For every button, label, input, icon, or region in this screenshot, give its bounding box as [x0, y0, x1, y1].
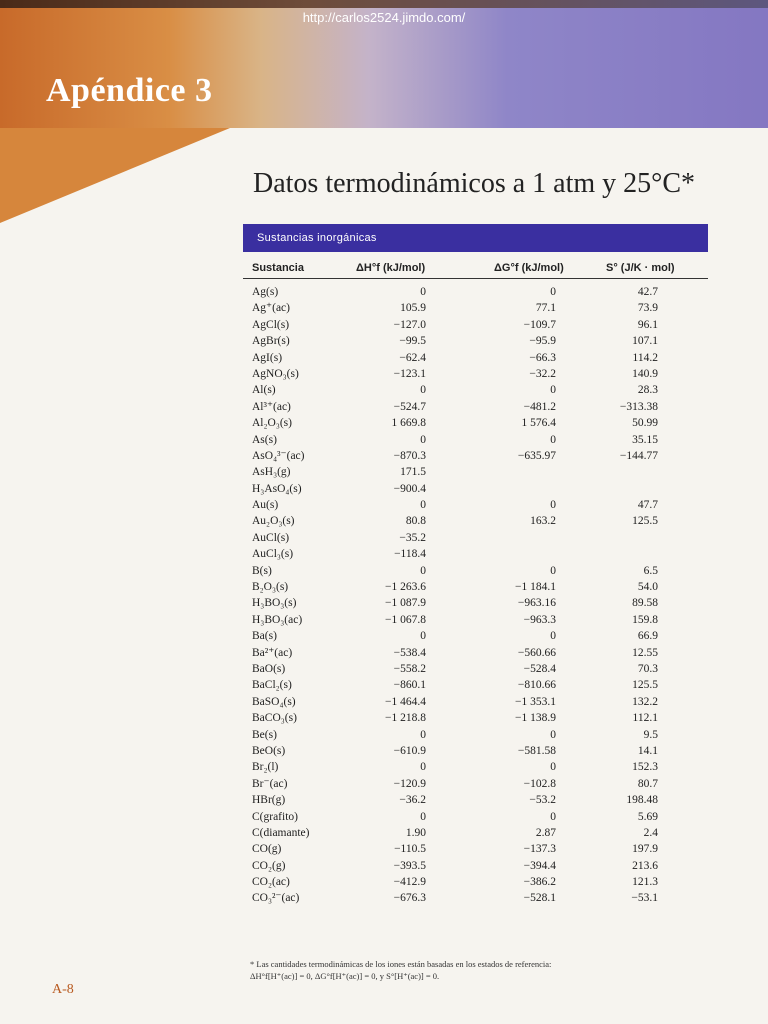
substance-cell: C(grafito) [252, 810, 298, 823]
entropy-cell: 140.9 [632, 367, 658, 380]
entropy-cell: 9.5 [643, 728, 658, 741]
entropy-cell: 112.1 [632, 712, 658, 725]
banner-wedge-decoration [0, 128, 230, 223]
enthalpy-cell: −35.2 [399, 531, 426, 544]
table-row [0, 530, 768, 546]
gibbs-cell: −1 184.1 [515, 581, 556, 594]
column-header-substance: Sustancia [252, 262, 304, 274]
substance-cell: BaO(s) [252, 662, 286, 675]
banner-top-strip [0, 0, 768, 8]
enthalpy-cell: −62.4 [399, 351, 426, 364]
entropy-cell: 89.58 [632, 597, 658, 610]
table-row [0, 579, 768, 595]
table-row [0, 300, 768, 316]
enthalpy-cell: −524.7 [393, 400, 426, 413]
substance-cell: Al₂O₃(s) [252, 417, 292, 430]
enthalpy-cell: −610.9 [393, 744, 426, 757]
substance-cell: H₃BO₃(s) [252, 597, 297, 610]
enthalpy-cell: −99.5 [399, 335, 426, 348]
gibbs-cell: −102.8 [523, 777, 556, 790]
header-rule [243, 278, 708, 279]
page-title: Datos termodinámicos a 1 atm y 25°C* [253, 168, 696, 199]
enthalpy-cell: 1.90 [405, 826, 426, 839]
table-row [0, 661, 768, 677]
gibbs-cell: 163.2 [530, 515, 556, 528]
entropy-cell: 28.3 [637, 384, 658, 397]
substance-cell: B(s) [252, 564, 272, 577]
column-header-gibbs: ΔG°f (kJ/mol) [494, 262, 564, 274]
enthalpy-cell: −558.2 [393, 662, 426, 675]
entropy-cell: 73.9 [637, 302, 658, 315]
enthalpy-cell: 105.9 [400, 302, 426, 315]
enthalpy-cell: −860.1 [393, 679, 426, 692]
gibbs-cell: −810.66 [517, 679, 556, 692]
entropy-cell: 35.15 [632, 433, 658, 446]
table-row [0, 497, 768, 513]
entropy-cell: 125.5 [632, 515, 658, 528]
table-row [0, 645, 768, 661]
gibbs-cell: −528.4 [523, 662, 556, 675]
substance-cell: C(diamante) [252, 826, 310, 839]
substance-cell: Ag(s) [252, 286, 279, 298]
substance-cell: BeO(s) [252, 744, 286, 757]
enthalpy-cell: −36.2 [399, 794, 426, 807]
gibbs-cell: −137.3 [523, 843, 556, 856]
gibbs-cell: 77.1 [535, 302, 556, 315]
substance-cell: AsH₃(g) [252, 466, 291, 479]
table-row [0, 809, 768, 825]
table-row [0, 874, 768, 890]
gibbs-cell: 0 [550, 499, 556, 512]
enthalpy-cell: 0 [420, 286, 426, 298]
gibbs-cell: 2.87 [535, 826, 556, 839]
enthalpy-cell: −123.1 [393, 367, 426, 380]
page-number: A-8 [52, 982, 74, 997]
substance-cell: B₂O₃(s) [252, 581, 289, 594]
entropy-cell: −53.1 [631, 892, 658, 905]
enthalpy-cell: −1 263.6 [385, 581, 426, 594]
source-url[interactable]: http://carlos2524.jimdo.com/ [302, 10, 466, 25]
column-header-entropy: S° (J/K · mol) [606, 262, 675, 274]
entropy-cell: 42.7 [637, 286, 658, 298]
table-row [0, 317, 768, 333]
enthalpy-cell: −127.0 [393, 318, 426, 331]
table-row [0, 759, 768, 775]
table-row [0, 350, 768, 366]
gibbs-cell: 0 [550, 384, 556, 397]
table-row [0, 563, 768, 579]
table-row [0, 546, 768, 562]
gibbs-cell: −963.3 [523, 613, 556, 626]
substance-cell: BaCO₃(s) [252, 712, 297, 725]
enthalpy-cell: −118.4 [394, 548, 426, 561]
entropy-cell: 66.9 [637, 630, 658, 643]
entropy-cell: 80.7 [637, 777, 658, 790]
substance-cell: AuCl(s) [252, 531, 290, 544]
entropy-cell: 12.55 [632, 646, 658, 659]
enthalpy-cell: −870.3 [393, 449, 426, 462]
substance-cell: CO₃²⁻(ac) [252, 892, 300, 905]
gibbs-cell: 0 [550, 433, 556, 446]
gibbs-cell: 0 [550, 761, 556, 774]
substance-cell: Ba(s) [252, 630, 277, 643]
enthalpy-cell: −1 218.8 [385, 712, 426, 725]
gibbs-cell: 0 [550, 564, 556, 577]
gibbs-cell: 1 576.4 [521, 417, 556, 430]
table-row [0, 333, 768, 349]
entropy-cell: 70.3 [637, 662, 658, 675]
entropy-cell: 54.0 [637, 581, 658, 594]
entropy-cell: 159.8 [632, 613, 658, 626]
enthalpy-cell: 0 [420, 728, 426, 741]
substance-cell: As(s) [252, 433, 277, 446]
entropy-cell: 5.69 [637, 810, 658, 823]
table-row [0, 612, 768, 628]
substance-cell: AgBr(s) [252, 335, 290, 348]
gibbs-cell: −1 353.1 [515, 695, 556, 708]
entropy-cell: −144.77 [619, 449, 658, 462]
enthalpy-cell: 0 [420, 761, 426, 774]
enthalpy-cell: −1 464.4 [385, 695, 426, 708]
entropy-cell: 114.2 [632, 351, 658, 364]
substance-cell: Au₂O₃(s) [252, 515, 295, 528]
entropy-cell: 125.5 [632, 679, 658, 692]
enthalpy-cell: 80.8 [405, 515, 426, 528]
gibbs-cell: −109.7 [523, 318, 556, 331]
substance-cell: Br₂(l) [252, 761, 279, 774]
entropy-cell: 107.1 [632, 335, 658, 348]
enthalpy-cell: −110.5 [394, 843, 426, 856]
entropy-cell: 121.3 [632, 876, 658, 889]
table-row [0, 677, 768, 693]
gibbs-cell: −528.1 [523, 892, 556, 905]
gibbs-cell: −386.2 [523, 876, 556, 889]
gibbs-cell: −581.58 [517, 744, 556, 757]
table-row [0, 284, 768, 300]
substance-cell: Al(s) [252, 384, 276, 397]
footnote [250, 958, 680, 982]
gibbs-cell: −394.4 [523, 859, 556, 872]
enthalpy-cell: 0 [420, 564, 426, 577]
enthalpy-cell: 0 [420, 499, 426, 512]
table-row [0, 628, 768, 644]
column-header-enthalpy: ΔH°f (kJ/mol) [356, 262, 426, 274]
entropy-cell: 213.6 [632, 859, 658, 872]
table-row [0, 382, 768, 398]
enthalpy-cell: −393.5 [393, 859, 426, 872]
gibbs-cell: −53.2 [529, 794, 556, 807]
enthalpy-cell: −538.4 [393, 646, 426, 659]
gibbs-cell: −560.66 [517, 646, 556, 659]
entropy-cell: 50.99 [632, 417, 658, 430]
substance-cell: AgNO₃(s) [252, 367, 299, 380]
enthalpy-cell: 0 [420, 433, 426, 446]
entropy-cell: 96.1 [637, 318, 658, 331]
table-row [0, 513, 768, 529]
table-row [0, 710, 768, 726]
thermo-data-table [0, 284, 768, 907]
gibbs-cell: 0 [550, 286, 556, 298]
entropy-cell: 198.48 [626, 794, 658, 807]
entropy-cell: 152.3 [632, 761, 658, 774]
enthalpy-cell: −900.4 [393, 482, 426, 495]
entropy-cell: 14.1 [637, 744, 658, 757]
table-row [0, 743, 768, 759]
entropy-cell: 2.4 [643, 826, 658, 839]
substance-cell: AgI(s) [252, 351, 283, 364]
table-row [0, 727, 768, 743]
gibbs-cell: 0 [550, 810, 556, 823]
table-row [0, 448, 768, 464]
substance-cell: Au(s) [252, 499, 279, 512]
substance-cell: H₃BO₃(ac) [252, 613, 303, 626]
substance-cell: Al³⁺(ac) [252, 400, 291, 413]
substance-cell: Be(s) [252, 728, 277, 741]
substance-cell: AgCl(s) [252, 318, 290, 331]
enthalpy-cell: 171.5 [400, 466, 426, 479]
gibbs-cell: 0 [550, 630, 556, 643]
table-row [0, 825, 768, 841]
substance-cell: Ba²⁺(ac) [252, 646, 293, 659]
gibbs-cell: −635.97 [517, 449, 556, 462]
table-row [0, 595, 768, 611]
enthalpy-cell: −1 067.8 [385, 613, 426, 626]
table-row [0, 890, 768, 906]
enthalpy-cell: −676.3 [393, 892, 426, 905]
substance-cell: CO₂(g) [252, 859, 286, 872]
gibbs-cell: −66.3 [529, 351, 556, 364]
enthalpy-cell: −412.9 [393, 876, 426, 889]
enthalpy-cell: −120.9 [393, 777, 426, 790]
enthalpy-cell: 0 [420, 810, 426, 823]
substance-cell: CO₂(ac) [252, 876, 290, 889]
table-row [0, 858, 768, 874]
substance-cell: AuCl₃(s) [252, 548, 294, 561]
table-row [0, 415, 768, 431]
enthalpy-cell: 0 [420, 630, 426, 643]
gibbs-cell: −95.9 [529, 335, 556, 348]
substance-cell: CO(g) [252, 843, 282, 856]
entropy-cell: 6.5 [643, 564, 658, 577]
substance-cell: BaCl₂(s) [252, 679, 292, 692]
entropy-cell: 197.9 [632, 843, 658, 856]
appendix-title: Apéndice 3 [46, 72, 213, 109]
enthalpy-cell: 0 [420, 384, 426, 397]
substance-cell: AsO₄³⁻(ac) [252, 449, 305, 462]
entropy-cell: −313.38 [619, 400, 658, 413]
table-row [0, 464, 768, 480]
enthalpy-cell: 1 669.8 [391, 417, 426, 430]
substance-cell: H₃AsO₄(s) [252, 482, 302, 495]
section-header-inorganic: Sustancias inorgánicas [243, 224, 708, 252]
table-row [0, 841, 768, 857]
gibbs-cell: −32.2 [529, 367, 556, 380]
substance-cell: BaSO₄(s) [252, 695, 296, 708]
table-row [0, 776, 768, 792]
table-row [0, 792, 768, 808]
entropy-cell: 132.2 [632, 695, 658, 708]
table-row [0, 481, 768, 497]
table-row [0, 694, 768, 710]
table-row [0, 366, 768, 382]
footnote-line-2: ΔH°f[H⁺(ac)] = 0, ΔG°f[H⁺(ac)] = 0, y S°[H⁺(ac)] = 0. [250, 971, 440, 981]
table-row [0, 399, 768, 415]
table-row [0, 432, 768, 448]
enthalpy-cell: −1 087.9 [385, 597, 426, 610]
footnote-line-1: * Las cantidades termodinámicas de los iones están basadas en los estados de referencia: [250, 959, 552, 969]
entropy-cell: 47.7 [637, 499, 658, 512]
gibbs-cell: −1 138.9 [515, 712, 556, 725]
gibbs-cell: −481.2 [523, 400, 556, 413]
gibbs-cell: −963.16 [517, 597, 556, 610]
substance-cell: Ag⁺(ac) [252, 302, 290, 315]
gibbs-cell: 0 [550, 728, 556, 741]
substance-cell: HBr(g) [252, 794, 286, 807]
substance-cell: Br⁻(ac) [252, 777, 288, 790]
